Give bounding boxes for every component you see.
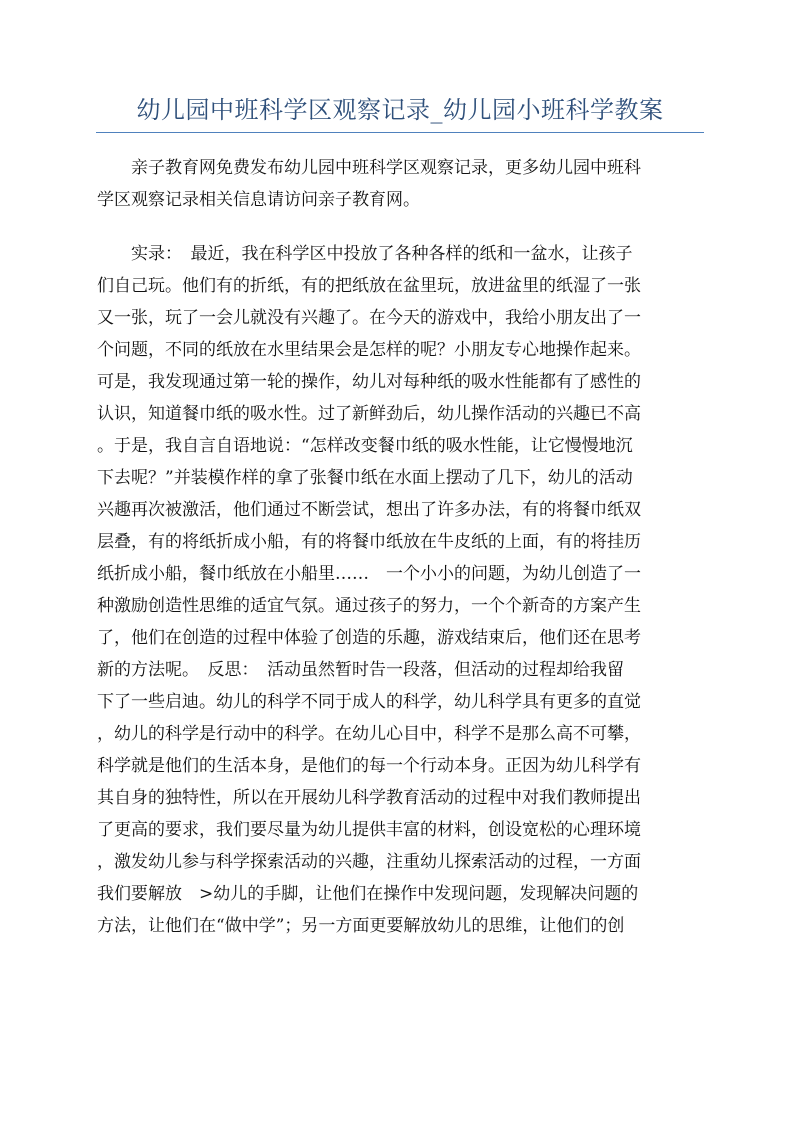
text-line: ，幼儿的科学是行动中的科学。在幼儿心目中，科学不是那么高不可攀， [97, 724, 641, 744]
text-line: 其自身的独特性，所以在开展幼儿科学教育活动的过程中对我们教师提出 [97, 788, 641, 808]
title-underline [96, 132, 704, 133]
text-line: 。于是，我自言自语地说：“怎样改变餐巾纸的吸水性能，让它慢慢地沉 [97, 436, 633, 456]
text-line: 实录： 最近，我在科学区中投放了各种各样的纸和一盆水，让孩子 [97, 244, 633, 264]
text-line: 科学就是他们的生活本身，是他们的每一个行动本身。正因为幼儿科学有 [97, 756, 641, 776]
text-line: 层叠，有的将纸折成小船，有的将餐巾纸放在牛皮纸的上面，有的将挂历 [97, 532, 641, 552]
text-line: 了，他们在创造的过程中体验了创造的乐趣，游戏结束后，他们还在思考 [97, 628, 641, 648]
text-line: 纸折成小船，餐巾纸放在小船里…… 一个小小的问题，为幼儿创造了一 [97, 564, 641, 584]
text-line: 可是，我发现通过第一轮的操作，幼儿对每种纸的吸水性能都有了感性的 [97, 372, 641, 392]
text-line: 认识，知道餐巾纸的吸水性。过了新鲜劲后，幼儿操作活动的兴趣已不高 [97, 404, 641, 424]
text-line: 了更高的要求，我们要尽量为幼儿提供丰富的材料，创设宽松的心理环境 [97, 820, 641, 840]
document-title: 幼儿园中班科学区观察记录_幼儿园小班科学教案 [136, 96, 664, 124]
text-line: 新的方法呢。 反思： 活动虽然暂时告一段落，但活动的过程却给我留 [97, 660, 624, 680]
main-paragraph [97, 238, 705, 942]
text-line: 兴趣再次被激活，他们通过不断尝试，想出了许多办法，有的将餐巾纸双 [97, 500, 641, 520]
text-line: 们自己玩。他们有的折纸，有的把纸放在盆里玩，放进盆里的纸湿了一张 [97, 276, 641, 296]
text-line: 又一张，玩了一会儿就没有兴趣了。在今天的游戏中，我给小朋友出了一 [97, 308, 641, 328]
text-line: 学区观察记录相关信息请访问亲子教育网。 [97, 190, 420, 210]
text-line: 下去呢？”并装模作样的拿了张餐巾纸在水面上摆动了几下，幼儿的活动 [97, 468, 633, 488]
text-line: ，激发幼儿参与科学探索活动的兴趣，注重幼儿探索活动的过程，一方面 [97, 852, 641, 872]
intro-paragraph [97, 152, 705, 216]
text-line: 下了一些启迪。幼儿的科学不同于成人的科学，幼儿科学具有更多的直觉 [97, 692, 641, 712]
text-line: 种激励创造性思维的适宜气氛。通过孩子的努力，一个个新奇的方案产生 [97, 596, 641, 616]
text-line: 亲子教育网免费发布幼儿园中班科学区观察记录，更多幼儿园中班科 [97, 158, 641, 178]
text-line: 方法，让他们在“做中学”；另一方面更要解放幼儿的思维，让他们的创 [97, 916, 625, 936]
text-line: 个问题，不同的纸放在水里结果会是怎样的呢？小朋友专心地操作起来。 [97, 340, 641, 360]
text-line: 我们要解放 >幼儿的手脚，让他们在操作中发现问题，发现解决问题的 [97, 884, 639, 904]
